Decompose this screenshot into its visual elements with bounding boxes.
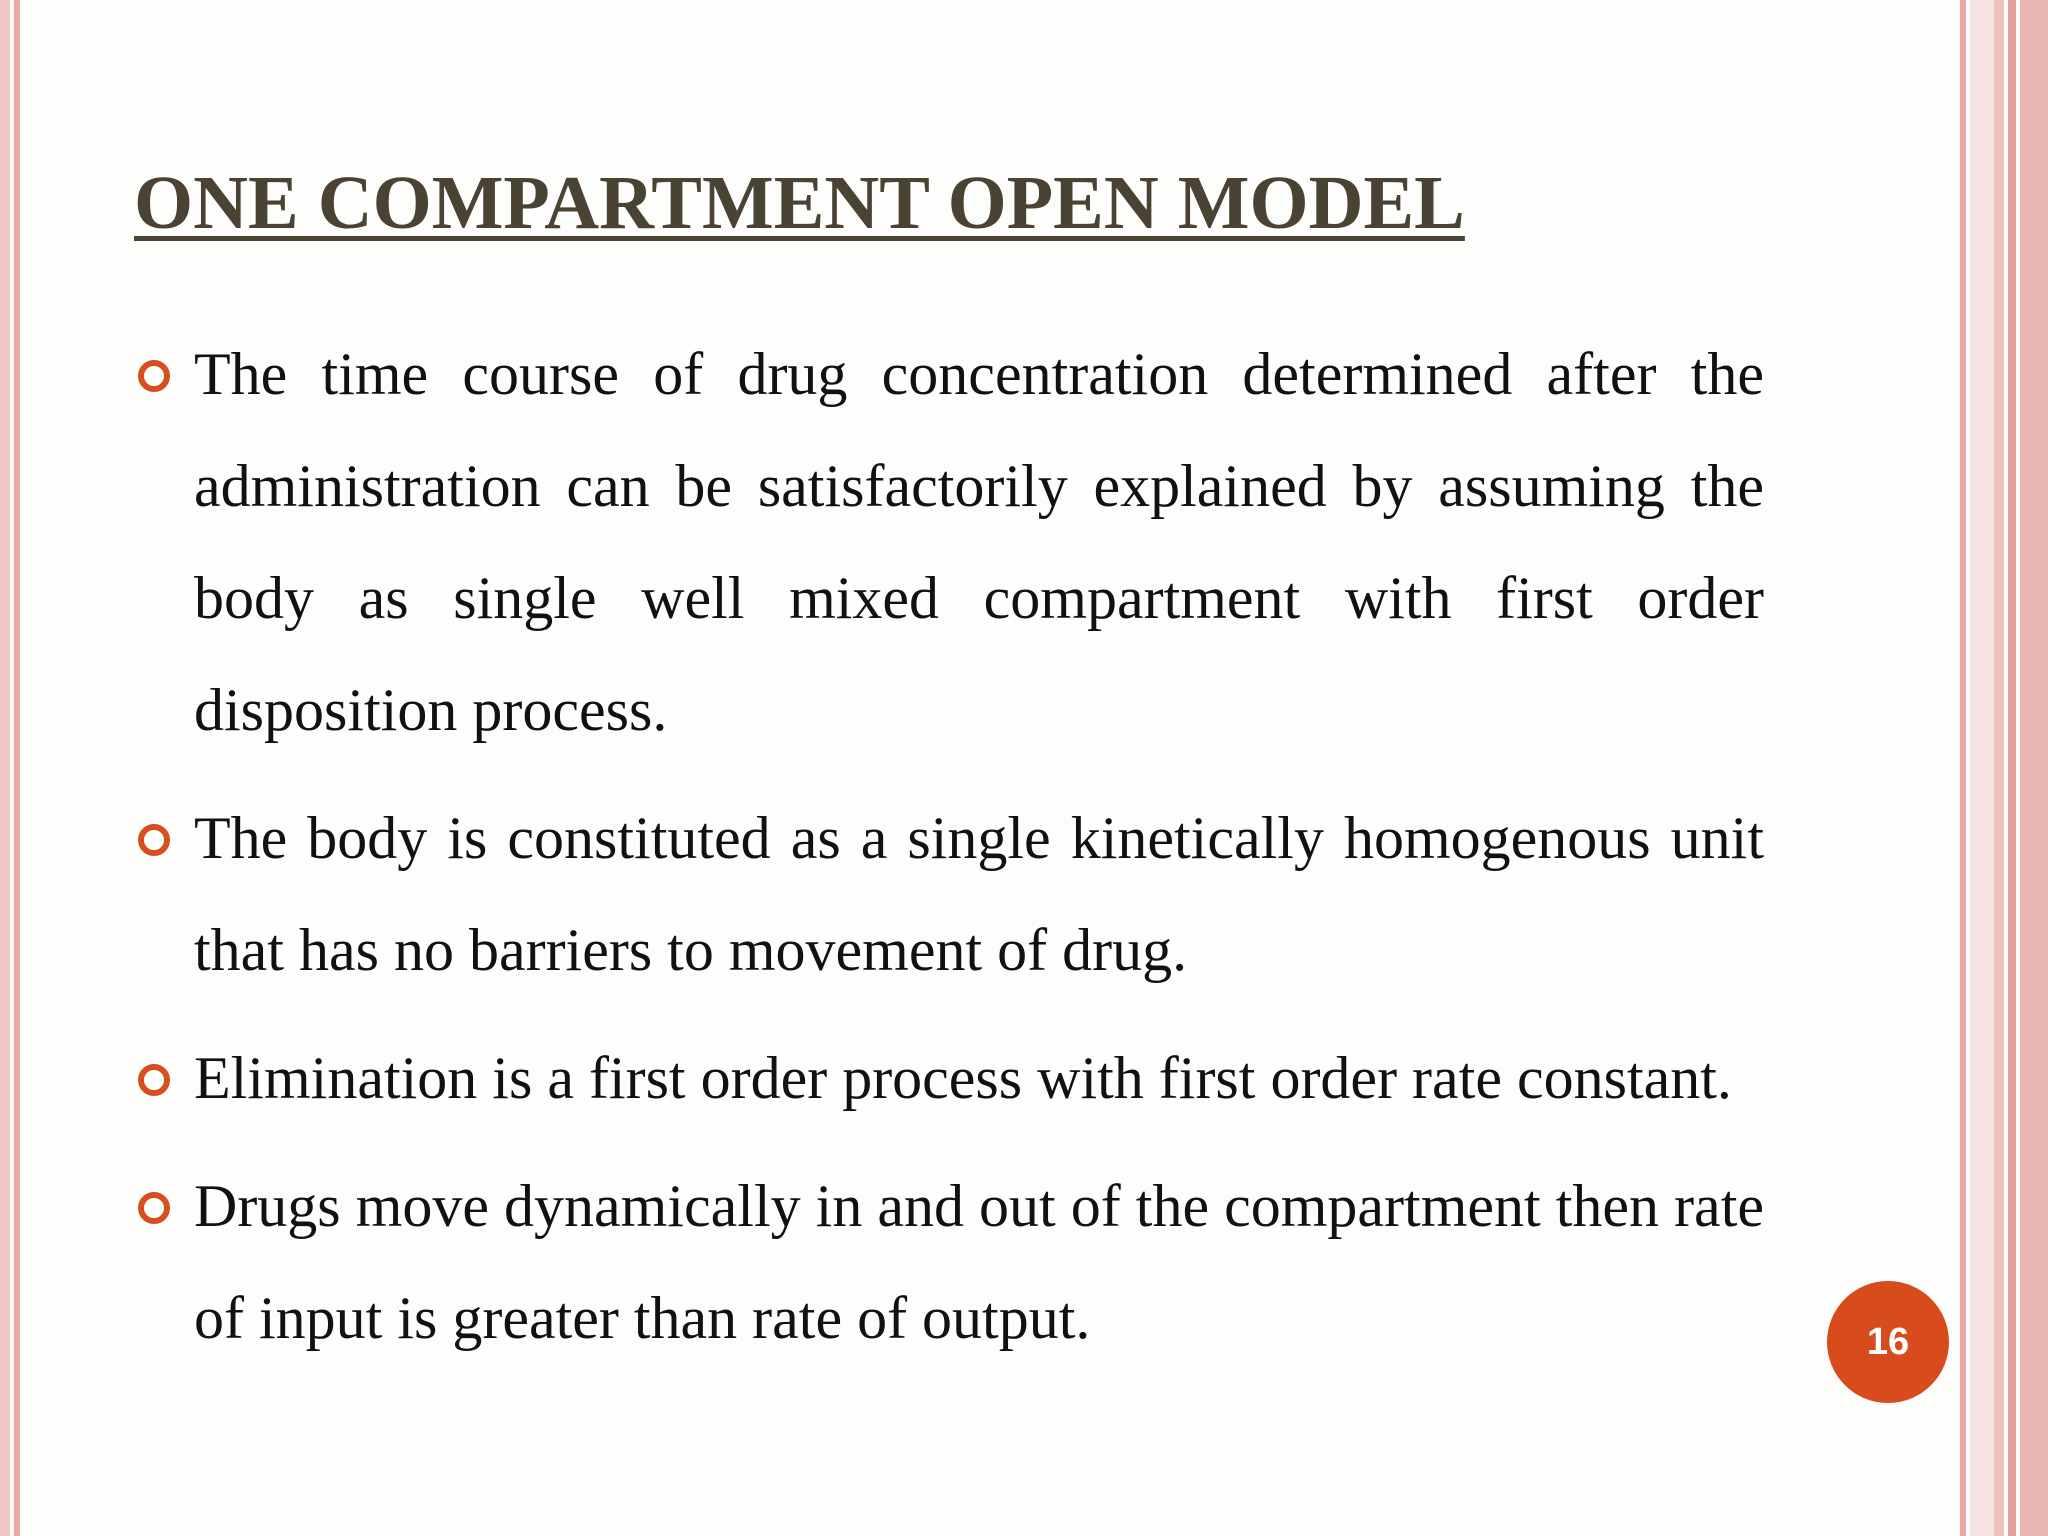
bullet-item [134, 318, 1764, 766]
left-border-line [0, 0, 10, 1536]
bullet-item [134, 1022, 1764, 1134]
right-stripe [1960, 0, 1966, 1536]
page-number-badge: 16 [1827, 1281, 1949, 1403]
bullet-item [134, 1150, 1764, 1374]
right-border-stripes [1960, 0, 2048, 1536]
ring-bullet-icon [138, 360, 170, 392]
bullet-text: Drugs move dynamically in and out of the compartment then rate of input is greater than rate of output. [194, 1173, 1764, 1351]
ring-bullet-icon [138, 824, 170, 856]
ring-bullet-icon [138, 1192, 170, 1224]
right-stripe [2020, 0, 2048, 1536]
right-stripe [1994, 0, 2004, 1536]
ring-bullet-icon [138, 1064, 170, 1096]
right-stripe [1970, 0, 1994, 1536]
bullet-text: The body is constituted as a single kinetically homogenous unit that has no barriers to movement of drug. [194, 805, 1764, 983]
bullet-text: The time course of drug concentration determined after the administration can be satisfactorily explained by assuming the body as single well mixed compartment with first order disposition process. [194, 341, 1764, 743]
slide-title: ONE COMPARTMENT OPEN MODEL [134, 161, 1465, 245]
bullet-item [134, 782, 1764, 1006]
right-stripe [2008, 0, 2016, 1536]
bullet-list [134, 318, 1764, 1390]
bullet-text: Elimination is a first order process with first order rate constant. [194, 1045, 1732, 1111]
left-border-line-inner [14, 0, 20, 1536]
